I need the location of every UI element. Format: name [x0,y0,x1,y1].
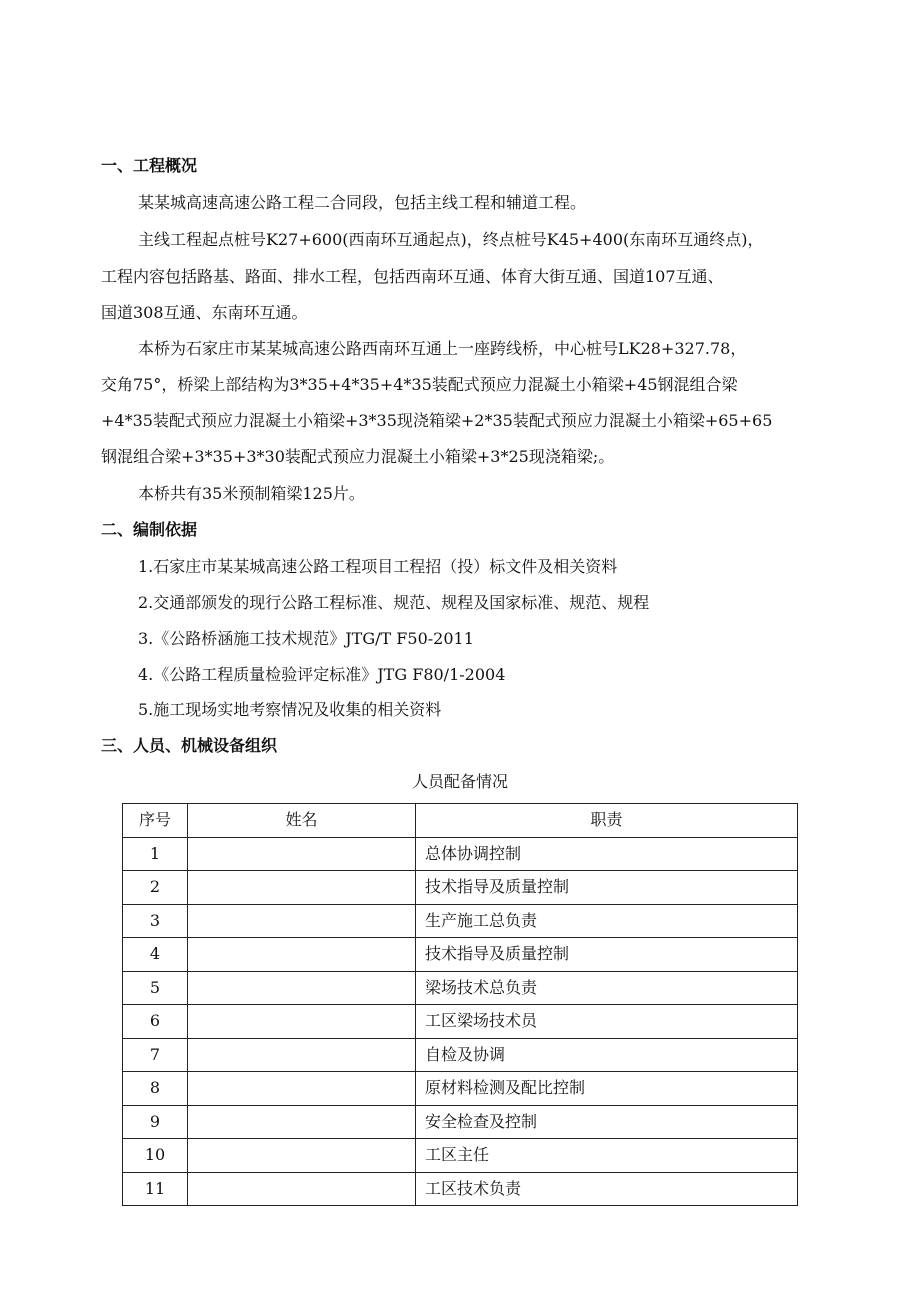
table-row [123,971,798,1005]
cell-number: 7 [123,1038,188,1072]
paragraph-line: +4*35装配式预应力混凝土小箱梁+3*35现浇箱梁+2*35装配式预应力混凝土小箱梁+65+65 [101,411,773,430]
cell-duty: 工区梁场技术员 [416,1005,798,1039]
cell-duty: 安全检查及控制 [416,1105,798,1139]
table-row [123,1072,798,1106]
list-item: 3.《公路桥涵施工技术规范》JTG/T F50-2011 [138,629,474,648]
cell-name [188,1139,416,1173]
table-row [123,1139,798,1173]
cell-number: 5 [123,971,188,1005]
cell-duty: 自检及协调 [416,1038,798,1072]
table-row [123,871,798,905]
cell-name [188,871,416,905]
cell-number: 10 [123,1139,188,1173]
list-item: 1.石家庄市某某城高速公路工程项目工程招（投）标文件及相关资料 [138,557,618,576]
section-heading-basis: 二、编制依据 [101,520,198,539]
cell-duty: 技术指导及质量控制 [416,938,798,972]
staff-table [122,803,798,1206]
table-row [123,1105,798,1139]
cell-name [188,1105,416,1139]
list-item: 5.施工现场实地考察情况及收集的相关资料 [138,700,442,719]
paragraph-line: 工程内容包括路基、路面、排水工程，包括西南环互通、体育大街互通、国道107互通、 [101,267,724,286]
table-header-row [123,804,798,838]
cell-duty: 生产施工总负责 [416,904,798,938]
cell-name [188,1005,416,1039]
paragraph: 本桥共有35米预制箱梁125片。 [138,484,365,503]
cell-name [188,1172,416,1206]
cell-name [188,971,416,1005]
cell-duty: 技术指导及质量控制 [416,871,798,905]
cell-number: 9 [123,1105,188,1139]
table-row [123,1038,798,1072]
paragraph-line: 钢混组合梁+3*35+3*30装配式预应力混凝土小箱梁+3*25现浇箱梁;。 [101,447,615,466]
cell-number: 8 [123,1072,188,1106]
cell-duty: 梁场技术总负责 [416,971,798,1005]
cell-duty: 工区主任 [416,1139,798,1173]
list-item: 2.交通部颁发的现行公路工程标准、规范、规程及国家标准、规范、规程 [138,593,650,612]
column-header-duty: 职责 [416,804,798,838]
cell-number: 6 [123,1005,188,1039]
table-row [123,904,798,938]
cell-name [188,1072,416,1106]
table-row [123,938,798,972]
cell-duty: 总体协调控制 [416,837,798,871]
cell-number: 11 [123,1172,188,1206]
cell-number: 3 [123,904,188,938]
table-caption: 人员配备情况 [411,772,508,791]
paragraph-line: 国道308互通、东南环互通。 [101,303,308,322]
cell-name [188,938,416,972]
list-item: 4.《公路工程质量检验评定标准》JTG F80/1-2004 [138,665,506,684]
cell-number: 2 [123,871,188,905]
paragraph-line: 本桥为石家庄市某某城高速公路西南环互通上一座跨线桥，中心桩号LK28+327.78， [138,339,747,358]
table-body [123,837,798,1206]
cell-number: 1 [123,837,188,871]
section-heading-personnel: 三、人员、机械设备组织 [101,736,278,755]
cell-name [188,1038,416,1072]
cell-number: 4 [123,938,188,972]
table-row [123,837,798,871]
table-row [123,1005,798,1039]
section-heading-overview: 一、工程概况 [101,156,198,175]
column-header-number: 序号 [123,804,188,838]
column-header-name: 姓名 [188,804,416,838]
cell-duty: 工区技术负责 [416,1172,798,1206]
paragraph-line: 主线工程起点桩号K27+600(西南环互通起点)，终点桩号K45+400(东南环互通终点)， [138,230,764,249]
cell-name [188,837,416,871]
paragraph-line: 交角75°，桥梁上部结构为3*35+4*35+4*35装配式预应力混凝土小箱梁+45钢混组合梁 [101,375,738,394]
paragraph: 某某城高速高速公路工程二合同段，包括主线工程和辅道工程。 [138,193,587,212]
cell-name [188,904,416,938]
cell-duty: 原材料检测及配比控制 [416,1072,798,1106]
table-row [123,1172,798,1206]
